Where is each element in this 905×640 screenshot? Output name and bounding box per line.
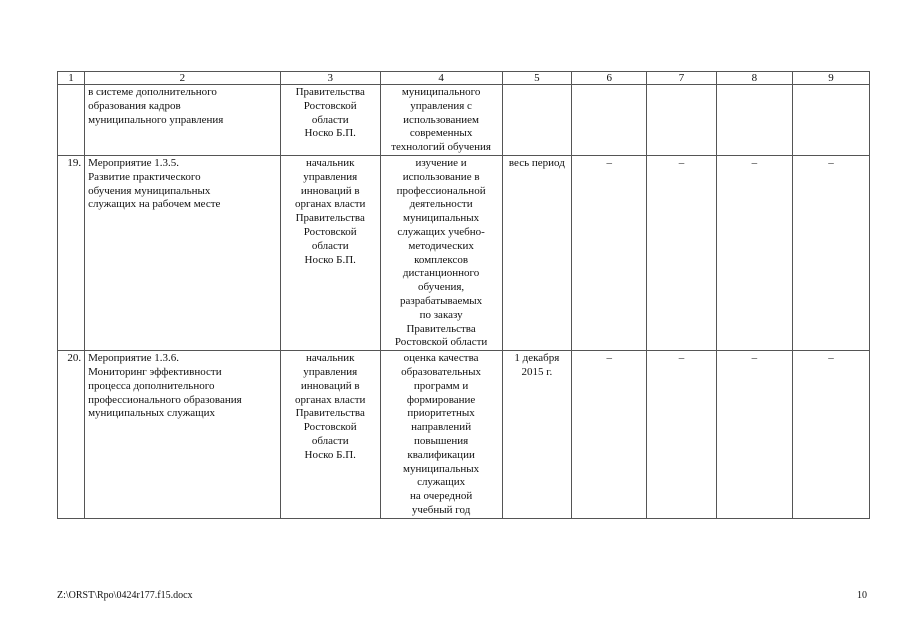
activities-table <box>57 71 870 519</box>
file-path-footer: Z:\ORST\Rpo\0424r177.f15.docx <box>57 590 193 601</box>
col6-cell: – <box>572 351 647 519</box>
column-header-9: 9 <box>792 72 869 85</box>
table-row <box>58 155 870 350</box>
column-header-7: 7 <box>647 72 717 85</box>
result-cell: муниципального управления с использованием современных технологий обучения <box>380 85 502 156</box>
deadline-cell <box>502 85 572 156</box>
column-header-5: 5 <box>502 72 572 85</box>
column-header-3: 3 <box>280 72 380 85</box>
col7-cell <box>647 85 717 156</box>
column-header-1: 1 <box>58 72 85 85</box>
activity-cell: в системе дополнительного образования кадров муниципального управления <box>85 85 281 156</box>
table-row <box>58 351 870 519</box>
responsible-cell: начальник управления инноваций в органах власти Правительства Ростовской области Носко Б.П. <box>280 155 380 350</box>
col6-cell <box>572 85 647 156</box>
table-header-row <box>58 72 870 85</box>
column-header-2: 2 <box>85 72 281 85</box>
column-header-6: 6 <box>572 72 647 85</box>
column-header-8: 8 <box>716 72 792 85</box>
col9-cell: – <box>792 351 869 519</box>
col8-cell: – <box>716 155 792 350</box>
col7-cell: – <box>647 351 717 519</box>
responsible-cell: начальник управления инноваций в органах власти Правительства Ростовской области Носко Б.П. <box>280 351 380 519</box>
table-row <box>58 85 870 156</box>
row-number: 20. <box>58 351 85 519</box>
col9-cell <box>792 85 869 156</box>
col8-cell <box>716 85 792 156</box>
column-header-4: 4 <box>380 72 502 85</box>
row-number <box>58 85 85 156</box>
col6-cell: – <box>572 155 647 350</box>
page-number: 10 <box>857 590 867 601</box>
deadline-cell: весь период <box>502 155 572 350</box>
result-cell: оценка качества образовательных программ и формирование приоритетных направлений повышения квалификации муниципальных служащих на очередной учебный год <box>380 351 502 519</box>
activity-cell: Мероприятие 1.3.6. Мониторинг эффективности процесса дополнительного профессионального образования муниципальных служащих <box>85 351 281 519</box>
col9-cell: – <box>792 155 869 350</box>
responsible-cell: Правительства Ростовской области Носко Б.П. <box>280 85 380 156</box>
col8-cell: – <box>716 351 792 519</box>
deadline-cell: 1 декабря 2015 г. <box>502 351 572 519</box>
col7-cell: – <box>647 155 717 350</box>
result-cell: изучение и использование в профессиональной деятельности муниципальных служащих учебно- методических комплексов дистанционного обучения, разрабатываемых по заказу Правительства Ростовской области <box>380 155 502 350</box>
row-number: 19. <box>58 155 85 350</box>
activity-cell: Мероприятие 1.3.5. Развитие практического обучения муниципальных служащих на рабочем месте <box>85 155 281 350</box>
